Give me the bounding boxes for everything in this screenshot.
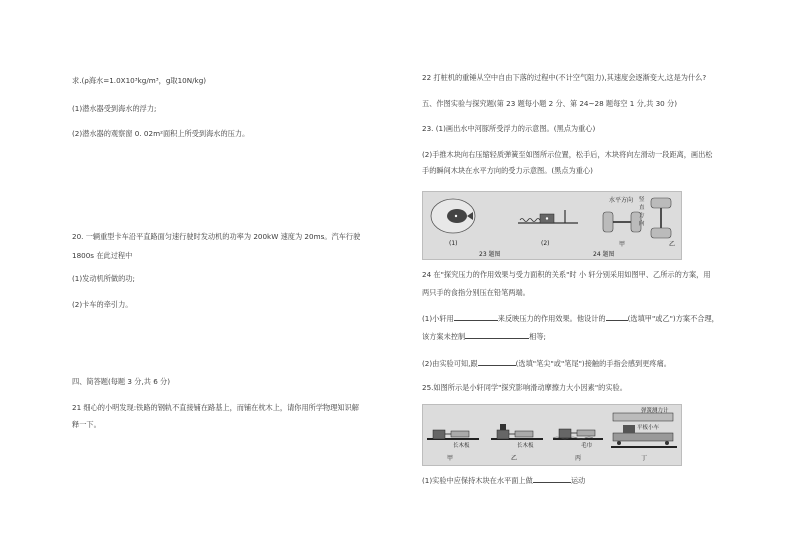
fig24-vertical-label-2: 直	[639, 205, 645, 211]
question-20-part-2: (2)卡车的牵引力。	[72, 300, 133, 309]
question-20-part-1: (1)发动机所做的功;	[72, 274, 135, 283]
question-25-part-1-text-b: 运动	[570, 476, 586, 485]
cart-icon	[613, 433, 673, 441]
spring-scale-icon	[451, 431, 469, 437]
answer-blank-1[interactable]	[454, 320, 498, 321]
fig24-vertical-label-4: 向	[639, 221, 645, 227]
fig25-spring-scale-label: 弹簧测力计	[641, 408, 669, 414]
fig25-board-1-label: 长木板	[453, 443, 470, 449]
fig25-label-yi: 乙	[511, 455, 518, 462]
fig24-vertical-label-1: 竖	[639, 197, 645, 203]
question-24-part-1-text-d: 该方案未控制	[422, 332, 466, 341]
question-24-part-2-text-a: (2)由实验可知,跟	[422, 359, 478, 368]
question-24-line-1: 24 在"探究压力的作用效果与受力面积的关系"时 小 轩分别采用如图甲、乙所示的方案，用	[422, 270, 711, 279]
spring-icon	[520, 219, 540, 222]
question-24-part-1-text-b: 来反映压力的作用效果。他设计的	[497, 314, 606, 323]
fig24-label-jia: 甲	[619, 241, 626, 248]
question-24-part-1-line-1	[422, 314, 719, 324]
fig23-label-2: (2)	[541, 240, 550, 247]
question-25: 25.如图所示是小轩同学"探究影响滑动摩擦力大小因素"的实验。	[422, 383, 627, 392]
fig24-label-yi: 乙	[669, 241, 676, 248]
section-5-heading: 五、作图实验与探究题(第 23 题每小题 2 分、第 24~28 题每空 1 分,共 30 分)	[422, 99, 677, 108]
question-20-line-1: 20. 一辆重型卡车沿平直路面匀速行驶时发动机的功率为 200kW 速度为 20ms。汽车行驶	[72, 232, 361, 241]
fig24-vertical-label-3: 方	[639, 213, 645, 219]
fig25-label-jia: 甲	[447, 455, 454, 462]
question-19-part-1: (1)潜水器受到海水的浮力;	[72, 104, 157, 113]
question-24-part-1-text-e: 相等;	[529, 332, 546, 341]
question-24-part-1-line-2	[422, 332, 546, 342]
question-24-part-2-text-b: (选填"笔尖"或"笔尾")接触的手指会感到更疼痛。	[515, 359, 671, 368]
question-24-part-2	[422, 359, 671, 369]
fig23-label-1: (1)	[449, 240, 458, 247]
question-23-part-2-line-1: (2)手推木块向右压缩轻质弹簧至如图所示位置，松手后，木块将向左滑动一段距离，画出松	[422, 150, 713, 159]
fig25-towel-label: 毛巾	[581, 443, 593, 449]
fig24-horizontal-label: 水平方向	[609, 197, 634, 204]
question-20-line-2: 1800s 在此过程中	[72, 251, 133, 260]
section-4-heading: 四、简答题(每题 3 分,共 6 分)	[72, 377, 171, 386]
question-25-part-1-text-a: (1)实验中应保持木块在水平面上做	[422, 476, 533, 485]
question-23-part-2-line-2: 手的瞬间木块在水平方向的受力示意图。(黑点为重心)	[422, 166, 593, 175]
block-icon	[433, 430, 445, 439]
question-22: 22 打桩机的重锤从空中自由下落的过程中(不计空气阻力),其速度会逐渐变大,这是为什么?	[422, 73, 707, 82]
question-19-part-2: (2)潜水器的观察窗 0. 02m²面积上所受到海水的压力。	[72, 129, 250, 138]
question-24-part-1-text-c: (选填甲"或乙")方案不合理，	[627, 314, 719, 323]
question-21-line-1: 21 细心的小明发现:铁路的钢轨不直接铺在路基上，而铺在枕木上，请你用所学物理知识解	[72, 403, 359, 412]
answer-blank-4[interactable]	[478, 365, 516, 366]
fig25-board-2-label: 长木板	[517, 443, 534, 449]
fig23-caption: 23 题图	[479, 251, 501, 258]
question-23-part-1: 23. (1)画出水中河豚所受浮力的示意图。(黑点为重心)	[422, 124, 596, 133]
question-25-part-1	[422, 476, 585, 486]
answer-blank-5[interactable]	[533, 482, 571, 483]
question-24-part-1-text-a: (1)小轩用	[422, 314, 454, 323]
question-24-line-2: 两只手的食指分别压在铅笔两端。	[422, 288, 530, 297]
figure-25	[422, 404, 682, 466]
fig25-cart-label: 平板小车	[637, 425, 660, 431]
hand-icon	[603, 212, 613, 232]
given-constants: 求.(ρ海水=1.0X10³kg/m³，g取10N/kg)	[72, 76, 207, 85]
answer-blank-3[interactable]	[465, 338, 529, 339]
answer-blank-2[interactable]	[606, 320, 628, 321]
fig24-caption: 24 题图	[593, 251, 615, 258]
fig25-label-ding: 丁	[641, 455, 648, 462]
figure-23-24	[422, 191, 682, 260]
fig25-label-bing: 丙	[575, 455, 582, 462]
question-21-line-2: 释一下。	[72, 420, 101, 429]
